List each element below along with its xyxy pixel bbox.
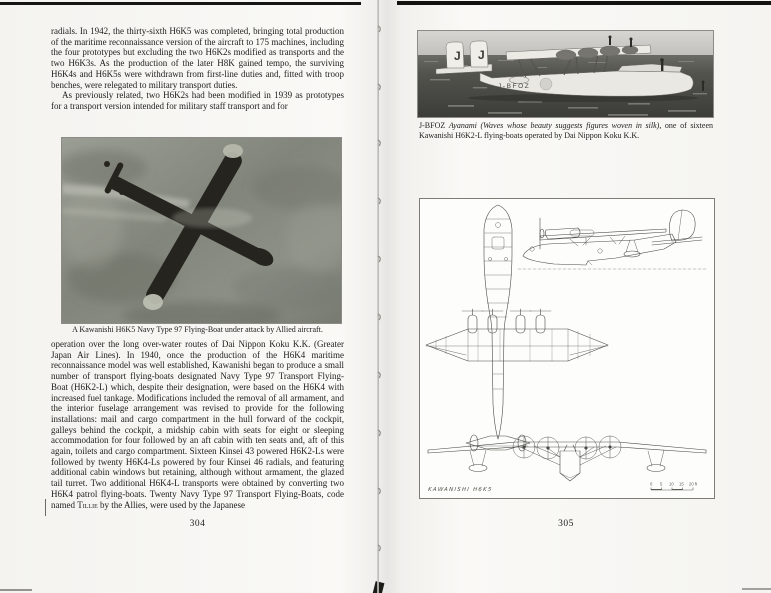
left-photo-caption: A Kawanishi H6K5 Navy Type 97 Flying-Boat under attack by Allied aircraft.	[72, 325, 323, 334]
j-bfoz-illustration	[418, 31, 713, 117]
paragraph-transports-tail: by the Allies, were used by the Japanese	[97, 499, 245, 510]
j-bfoz-photo	[418, 31, 713, 117]
left-page-text-bottom	[51, 339, 344, 510]
print-artifact-mark	[45, 499, 46, 516]
scale-bar	[648, 481, 704, 493]
plan-view	[426, 205, 608, 451]
three-view-illustration	[420, 199, 714, 497]
caption-rest: , one of sixteen Kawanishi H6K2-L flying-boats operated by Dai Nippon Koku K.K.	[419, 121, 714, 140]
paragraph-transports-text: operation over the long over-water routes of Dai Nippon Koku K.K. (Greater Japan Air Lines). In 1940, once the production of the H6K4 maritime reconnaissance model was well established, Kawanishi began to produce a small number of transport flying-boats designated Navy Type 97 Transport Flying-Boat (H6K2-L) which, despite their designation, were based on the H6K4 with increased fuel tankage. Modifications included the removal of all armament, and the interior fuselage arrangement was revised to provide for the following installations: mail and cargo compartment in the hull forward of the cockpit, galleys behind the cockpit, a midship cabin with seats for eight or sleeping accommodation for four followed by an aft cabin with ten seats and, aft of this again, toilets and cargo compartment. Sixteen Kinsei 43 powered H6K2-Ls were followed by twenty H6K4-Ls powered by four Kinsei 46 radials, and featuring additional cabin windows but retaining, although without armament, the glazed tail turret. Two additional H6K4-L transports were obtained by converting two H6K4 patrol flying-boats. Twenty Navy Type 97 Transport Flying-Boats, code named	[51, 339, 344, 510]
front-struts	[470, 446, 664, 466]
scale-0: 0	[650, 481, 653, 487]
scale-20ft: 20 ft	[689, 481, 698, 487]
page-number-left: 304	[189, 519, 206, 529]
page-number-right: 305	[558, 519, 574, 529]
left-page-text-top	[51, 26, 344, 112]
hinomaru-disc	[540, 78, 552, 90]
front-props	[513, 436, 621, 459]
drawing-label: KAWANISHI H6K5	[427, 487, 493, 493]
page-gutter	[370, 0, 386, 593]
paragraph-prototypes: As previously related, two H6K2s had been modified in 1939 as prototypes for a transport version intended for military staff transport and for	[51, 90, 344, 111]
three-view-drawing	[419, 198, 715, 499]
paragraph-production: radials. In 1942, the thirty-sixth H6K5 was completed, bringing total production of the maritime reconnaissance version of the aircraft to 175 machines, including the four prototypes but excluding the two H6K2s modified as transports and the two H6K3s. As the production of the later H8K gained tempo, the surviving H6K4s and H6K5s were withdrawn from first-line duties and, fitted with troop benches, were relegated to military transport duties.	[51, 26, 344, 90]
tail-letter-right: J	[478, 48, 485, 62]
hull-registration: J-BFOZ	[498, 83, 531, 90]
codename-tillie: Tillie	[77, 499, 98, 510]
scale-15: 15	[679, 481, 684, 487]
side-view	[518, 210, 708, 269]
right-page	[400, 0, 771, 593]
h6k5-under-attack-illustration	[62, 138, 341, 323]
scale-10: 10	[669, 481, 674, 487]
front-view	[428, 436, 706, 481]
caption-translation: Ayanami (Waves whose beauty suggests figures woven in silk)	[448, 121, 660, 130]
scale-5: 5	[660, 481, 663, 487]
caption-registration: J-BFOZ	[419, 121, 446, 130]
left-page	[0, 0, 371, 593]
right-photo-caption	[419, 121, 713, 140]
h6k5-under-attack-photo	[62, 138, 341, 323]
tail-letter-left: J	[454, 49, 461, 63]
